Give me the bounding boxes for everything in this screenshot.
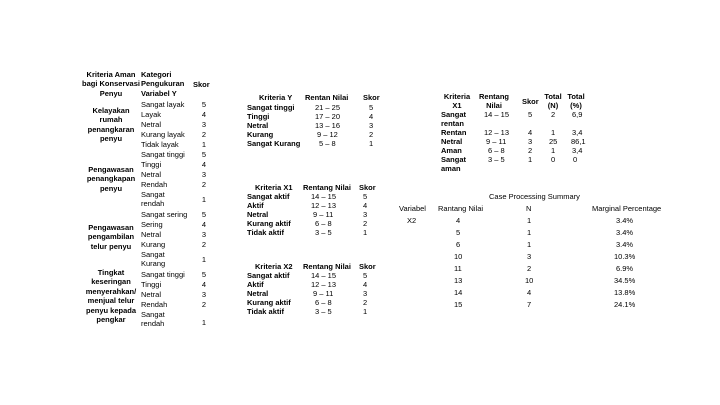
header-criteria-x1: Kriteria X1	[443, 92, 471, 111]
category: Tinggi	[141, 160, 162, 169]
row-n: 1	[527, 240, 532, 249]
row-value: 4	[456, 216, 461, 225]
row-range: 9 – 11	[486, 137, 507, 146]
row-pct: 10.3%	[614, 252, 636, 261]
row-n: 7	[527, 300, 532, 309]
row-score: 4	[528, 128, 533, 137]
category: Sangat tinggi	[141, 270, 185, 279]
criteria-y-table	[247, 93, 387, 153]
category: Sering	[141, 220, 163, 229]
header-range: Rentang Nilai	[303, 183, 351, 192]
row-total-n: 25	[549, 137, 558, 146]
row-value: 14	[454, 288, 463, 297]
score: 1	[201, 140, 207, 149]
row-n: 1	[527, 228, 532, 237]
header-range: Rentan Nilai	[305, 93, 349, 102]
row-range: 12 – 13	[484, 128, 510, 137]
header-score: Skor	[359, 262, 376, 271]
row-score: 2	[363, 219, 368, 228]
category: Tidak layak	[141, 140, 179, 149]
row-label: Rentan	[441, 128, 467, 137]
criteria-group-4: Tingkat keseringan menyerahkan/ menjual telur penyu kepada pengkar	[85, 268, 137, 324]
row-range: 6 – 8	[488, 146, 505, 155]
category: Sangat Kurang	[141, 250, 166, 269]
row-value: 6	[456, 240, 461, 249]
row-pct: 3.4%	[616, 216, 634, 225]
category: Sangat rendah	[141, 310, 165, 329]
category: Tinggi	[141, 280, 162, 289]
row-label: Netral	[247, 121, 269, 130]
row-label: Kurang aktif	[247, 298, 291, 307]
score: 5	[201, 100, 207, 109]
row-range: 14 – 15	[311, 271, 337, 280]
header-range: Rantang Nilai	[438, 204, 484, 213]
header-range: Rentang Nilai	[303, 262, 351, 271]
header-criteria-x2: Kriteria X2	[255, 262, 293, 271]
row-score: 5	[363, 271, 368, 280]
row-label: Netral	[247, 210, 269, 219]
row-pct: 3.4%	[616, 240, 634, 249]
header-variable: Variabel	[399, 204, 426, 213]
score: 1	[201, 195, 207, 204]
row-range: 9 – 12	[317, 130, 338, 139]
score: 2	[201, 240, 207, 249]
row-range: 17 – 20	[315, 112, 341, 121]
row-pct: 6.9%	[616, 264, 634, 273]
row-label: Tidak aktif	[247, 228, 284, 237]
row-total-n: 0	[551, 155, 556, 164]
header-marginal-pct: Marginal Percentage	[592, 204, 662, 213]
row-label: Netral	[247, 289, 269, 298]
category: Netral	[141, 230, 162, 239]
variable-name: X2	[407, 216, 417, 225]
row-score: 1	[528, 155, 533, 164]
score: 3	[201, 120, 207, 129]
row-pct: 34.5%	[614, 276, 636, 285]
category: Rendah	[141, 300, 168, 309]
row-pct: 24.1%	[614, 300, 636, 309]
row-n: 10	[525, 276, 534, 285]
row-value: 5	[456, 228, 461, 237]
row-score: 5	[369, 103, 374, 112]
row-total-pct: 3,4	[572, 128, 583, 137]
row-label: Netral	[441, 137, 463, 146]
category: Kurang layak	[141, 130, 185, 139]
row-range: 3 – 5	[488, 155, 505, 164]
row-pct: 13.8%	[614, 288, 636, 297]
score: 4	[201, 160, 207, 169]
header-total-n: Total (N)	[544, 92, 562, 111]
score: 5	[201, 150, 207, 159]
category: Netral	[141, 170, 162, 179]
header-criteria: Kriteria Aman bagi Konservasi Penyu	[82, 70, 140, 98]
row-label: Kurang aktif	[247, 219, 291, 228]
row-score: 2	[363, 298, 368, 307]
row-total-n: 1	[551, 128, 556, 137]
row-total-pct: 6,9	[572, 110, 583, 119]
criteria-x1-frequency-table	[441, 92, 591, 176]
row-total-pct: 3,4	[572, 146, 583, 155]
row-range: 6 – 8	[315, 219, 332, 228]
row-range: 5 – 8	[319, 139, 336, 148]
category: Layak	[141, 110, 162, 119]
row-range: 12 – 13	[311, 280, 337, 289]
row-score: 1	[363, 228, 368, 237]
row-n: 4	[527, 288, 532, 297]
category: Netral	[141, 290, 162, 299]
row-range: 21 – 25	[315, 103, 341, 112]
row-range: 9 – 11	[313, 210, 334, 219]
score: 4	[201, 280, 207, 289]
header-category: Kategori Pengukuran Variabel Y	[141, 70, 185, 98]
row-label: Sangat Kurang	[247, 139, 301, 148]
header-score: Skor	[359, 183, 376, 192]
row-label: Sangat aman	[441, 155, 467, 174]
row-score: 3	[369, 121, 374, 130]
row-label: Aktif	[247, 280, 264, 289]
header-criteria-y: Kriteria Y	[259, 93, 293, 102]
score: 1	[201, 318, 207, 327]
score: 5	[201, 270, 207, 279]
criteria-x2-table	[247, 262, 377, 322]
row-label: Sangat tinggi	[247, 103, 295, 112]
header-total-pct: Total (%)	[567, 92, 585, 111]
row-score: 2	[369, 130, 374, 139]
row-label: Sangat rentan	[441, 110, 467, 129]
criteria-group-1: Kelayakan rumah penangkaran penyu	[87, 106, 135, 144]
summary-title: Case Processing Summary	[489, 192, 580, 201]
row-score: 5	[528, 110, 533, 119]
header-criteria-x1: Kriteria X1	[255, 183, 293, 192]
row-score: 5	[363, 192, 368, 201]
row-total-n: 1	[551, 146, 556, 155]
criteria-group-3: Pengawasan pengambilan telur penyu	[87, 223, 135, 251]
row-total-pct: 0	[573, 155, 578, 164]
category: Rendah	[141, 180, 168, 189]
score: 3	[201, 290, 207, 299]
row-label: Tinggi	[247, 112, 270, 121]
row-label: Tidak aktif	[247, 307, 284, 316]
header-score: Skor	[193, 80, 210, 89]
score: 4	[201, 220, 207, 229]
row-score: 1	[363, 307, 368, 316]
row-total-pct: 86,1	[571, 137, 586, 146]
category: Sangat tinggi	[141, 150, 185, 159]
row-range: 9 – 11	[313, 289, 334, 298]
row-n: 1	[527, 216, 532, 225]
row-score: 2	[528, 146, 533, 155]
row-value: 10	[454, 252, 463, 261]
row-label: Aman	[441, 146, 462, 155]
category: Kurang	[141, 240, 166, 249]
row-value: 15	[454, 300, 463, 309]
row-label: Sangat aktif	[247, 271, 290, 280]
category: Sangat sering	[141, 210, 188, 219]
row-range: 3 – 5	[315, 228, 332, 237]
row-score: 4	[369, 112, 374, 121]
row-range: 12 – 13	[311, 201, 337, 210]
score: 3	[201, 230, 207, 239]
score: 4	[201, 110, 207, 119]
score: 2	[201, 130, 207, 139]
score: 5	[201, 210, 207, 219]
header-n: N	[526, 204, 532, 213]
row-score: 3	[528, 137, 533, 146]
row-range: 13 – 16	[315, 121, 341, 130]
row-n: 2	[527, 264, 532, 273]
row-score: 3	[363, 289, 368, 298]
criteria-x1-table	[247, 183, 377, 243]
score: 1	[201, 255, 207, 264]
category: Netral	[141, 120, 162, 129]
header-score: Skor	[363, 93, 380, 102]
row-value: 13	[454, 276, 463, 285]
criteria-group-2: Pengawasan penangkapan penyu	[86, 165, 136, 193]
category: Sangat rendah	[141, 190, 165, 209]
row-score: 4	[363, 201, 368, 210]
row-range: 3 – 5	[315, 307, 332, 316]
header-range: Rentang Nilai	[479, 92, 509, 111]
row-score: 1	[369, 139, 374, 148]
row-label: Aktif	[247, 201, 264, 210]
case-processing-summary	[396, 192, 666, 312]
row-label: Sangat aktif	[247, 192, 290, 201]
score: 2	[201, 300, 207, 309]
row-range: 14 – 15	[311, 192, 337, 201]
row-pct: 3.4%	[616, 228, 634, 237]
row-score: 4	[363, 280, 368, 289]
header-score: Skor	[522, 97, 539, 106]
row-label: Kurang	[247, 130, 274, 139]
score: 3	[201, 170, 207, 179]
row-score: 3	[363, 210, 368, 219]
row-range: 6 – 8	[315, 298, 332, 307]
row-n: 3	[527, 252, 532, 261]
row-range: 14 – 15	[484, 110, 510, 119]
row-total-n: 2	[551, 110, 556, 119]
row-value: 11	[454, 264, 462, 273]
score: 2	[201, 180, 207, 189]
category: Sangat layak	[141, 100, 185, 109]
